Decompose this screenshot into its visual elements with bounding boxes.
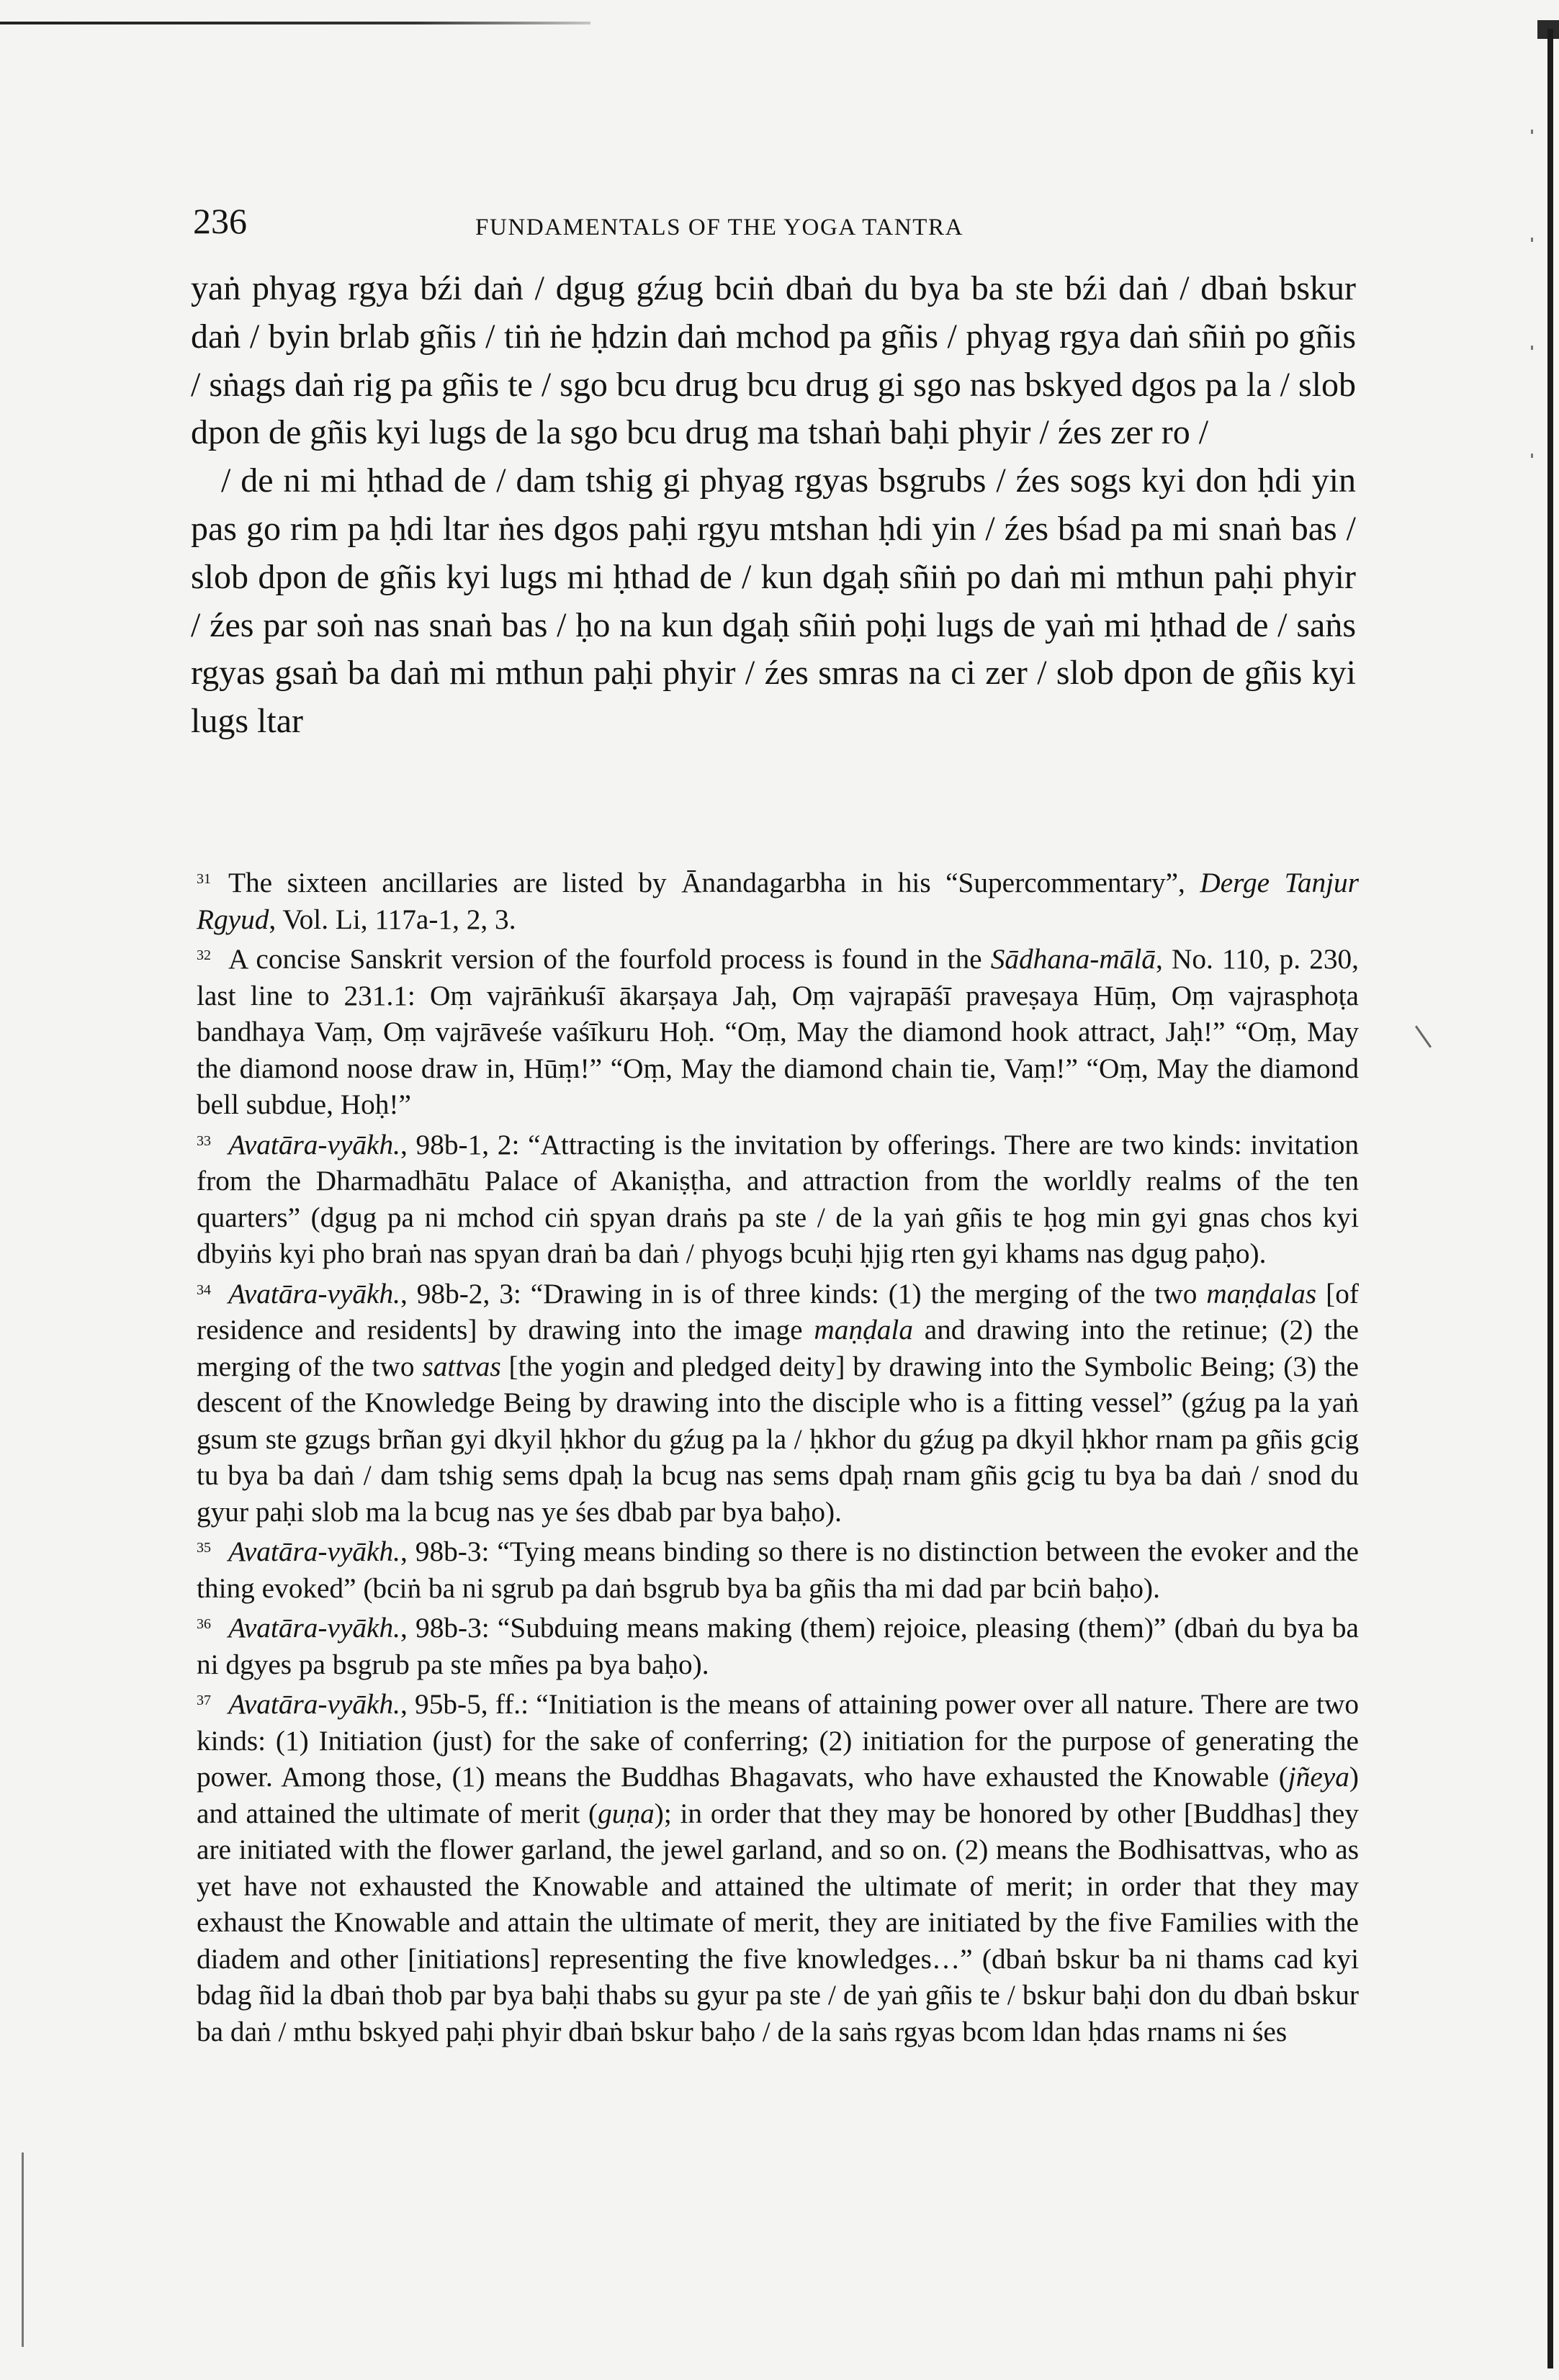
footnote-number: 32 xyxy=(197,947,211,963)
stray-pencil-mark xyxy=(1415,1025,1432,1047)
footnote-italic-text: sattvas xyxy=(422,1350,501,1382)
footnote-37 xyxy=(197,1682,1359,2050)
footnote-italic-text: maṇḍala xyxy=(814,1314,913,1345)
footnote-text: , 98b-2, 3: “Drawing in is of three kinds: (1) the merging of the two xyxy=(400,1277,1207,1310)
footnote-italic-text: Sādhana-mālā xyxy=(990,943,1156,975)
footnote-italic-text: guṇa xyxy=(598,1797,655,1829)
footnote-text: , Vol. Li, 117a-1, 2, 3. xyxy=(269,903,516,935)
footnote-36 xyxy=(197,1606,1359,1682)
footnote-33 xyxy=(197,1123,1359,1272)
footnote-text: [the yogin and pledged deity] by drawing into the Symbolic Being; (3) the descent of the Knowledge Being by drawing into the disciple who is a fitting vessel” (gźug pa la yaṅ gsum ste gzugs brñan gyi dkyil ḥkhor du gźug pa la / ḥkhor du gźug pa dkyil ḥkhor rnam pa gñis gcig tu bya ba daṅ / dam tshig sems dpaḥ la bcug nas sems dpaḥ rnam gñis gcig tu bya ba daṅ / snod du gyur paḥi slob ma la bcug nas ye śes dbab par bya baḥo). xyxy=(197,1350,1359,1528)
footnote-text: , No. 110, p. 230, last line to 231.1: Oṃ vajrāṅkuśī ākarṣaya Jaḥ, Oṃ vajrapāśī praveṣaya Hūṃ, Oṃ vajrasphoṭa bandhaya Vaṃ, Oṃ vajrāveśe vaśīkuru Hoḥ. “Oṃ, May the diamond hook attract, Jaḥ!” “Oṃ, May the diamond noose draw in, Hūṃ!” “Oṃ, May the diamond chain tie, Vaṃ!” “Oṃ, May the diamond bell subdue, Hoḥ!” xyxy=(197,943,1359,1120)
body-paragraph-1: yaṅ phyag rgya bźi daṅ / dgug gźug bciṅ dbaṅ du bya ba ste bźi daṅ / dbaṅ bskur daṅ / byin brlab gñis / tiṅ ṅe ḥdzin daṅ mchod pa gñis / phyag rgya daṅ sñiṅ po gñis / sṅags daṅ rig pa gñis te / sgo bcu drug bcu drug gi sgo nas bskyed dgos pa la / slob dpon de gñis kyi lugs de la sgo bcu drug ma tshaṅ baḥi phyir / źes zer ro / xyxy=(191,269,1356,452)
page-header xyxy=(193,203,1360,253)
footnote-italic-text: Derge Tanjur Rgyud xyxy=(197,867,1359,935)
footnote-italic-text: Avatāra-vyākh. xyxy=(228,1612,400,1644)
footnote-text: , 95b-5, ff.: “Initiation is the means of attaining power over all nature. There are two kinds: (1) Initiation (just) for the sake of conferring; (2) initiation for the purpose of generating the power. Among those, (1) means the Buddhas Bhagavats, who have exhausted the Knowable ( xyxy=(197,1688,1359,1793)
footnote-italic-text: maṇḍalas xyxy=(1206,1277,1317,1310)
scan-edge-top xyxy=(0,22,590,24)
footnote-text: The sixteen ancillaries are listed by Ānandagarbha in his “Supercommentary”, xyxy=(228,867,1200,898)
footnote-italic-text: Avatāra-vyākh. xyxy=(228,1536,400,1567)
scan-margin-mark xyxy=(22,2153,24,2347)
main-text xyxy=(191,265,1356,746)
page-number: 236 xyxy=(193,201,247,241)
footnote-text: , 98b-3: “Tying means binding so there is no distinction between the evoker and the thing evoked” (bciṅ ba ni sgrub pa daṅ bsgrub bya ba gñis tha mi dad par bciṅ baḥo). xyxy=(197,1536,1359,1604)
footnote-text: [of residence and residents] by drawing into the image xyxy=(197,1277,1359,1345)
footnote-text: ); in order that they may be honored by other [Buddhas] they are initiated with the flower garland, the jewel garland, and so on. (2) means the Bodhisattvas, who as yet have not exhausted the Knowable and attained the ultimate of merit; in order that they may exhaust the Knowable and attain the ultimate of merit, they are initiated by the five Families with the diadem and other [initiations] representing the five knowledges…” (dbaṅ bskur ba ni thams cad kyi bdag ñid la dbaṅ thob par bya baḥi thabs su gyur pa ste / de yaṅ gñis te / bskur baḥi don du dbaṅ bskur ba daṅ / mthu bskyed paḥi phyir dbaṅ bskur baḥo / de la saṅs rgyas bcom ldan ḥdas rnams ni śes xyxy=(197,1797,1359,2047)
footnotes xyxy=(197,861,1359,2050)
footnote-31 xyxy=(197,861,1359,937)
footnote-number: 37 xyxy=(197,1692,211,1708)
footnote-text: , 98b-3: “Subduing means making (them) rejoice, pleasing (them)” (dbaṅ du bya ba ni dgyes pa bsgrub pa ste mñes pa bya baḥo). xyxy=(197,1612,1359,1680)
footnote-italic-text: Avatāra-vyākh. xyxy=(228,1688,400,1720)
footnote-italic-text: Avatāra-vyākh. xyxy=(228,1277,400,1310)
footnote-number: 33 xyxy=(197,1132,211,1149)
footnote-34 xyxy=(197,1272,1359,1531)
footnote-italic-text: jñeya xyxy=(1288,1761,1349,1793)
footnote-text: ) and attained the ultimate of merit ( xyxy=(197,1761,1359,1829)
footnote-number: 35 xyxy=(197,1540,211,1556)
running-head: FUNDAMENTALS OF THE YOGA TANTRA xyxy=(475,215,964,240)
binding-edge xyxy=(1547,29,1553,2368)
footnote-italic-text: Avatāra-vyākh. xyxy=(228,1128,400,1160)
footnote-35 xyxy=(197,1530,1359,1606)
footnote-text: A concise Sanskrit version of the fourfold process is found in the xyxy=(228,943,991,975)
footnote-number: 31 xyxy=(197,871,211,887)
footnote-number: 34 xyxy=(197,1281,211,1298)
binding-specks xyxy=(1531,130,1533,504)
footnote-text: and drawing into the retinue; (2) the merging of the two xyxy=(197,1314,1359,1382)
footnote-number: 36 xyxy=(197,1616,211,1632)
footnote-32 xyxy=(197,937,1359,1123)
footnote-text: , 98b-1, 2: “Attracting is the invitation by offerings. There are two kinds: invitation from the Dharmadhātu Palace of Akaniṣṭha, and attraction from the worldly realms of the ten quarters” (dgug pa ni mchod ciṅ spyan draṅs pa ste / de la yaṅ gñis te ḥog min gyi gnas chos kyi dbyiṅs kyi pho braṅ nas spyan draṅ ba daṅ / phyogs bcuḥi ḥjig rten gyi khams nas dgug paḥo). xyxy=(197,1128,1359,1269)
body-paragraph-2: / de ni mi ḥthad de / dam tshig gi phyag rgyas bsgrubs / źes sogs kyi don ḥdi yin pas go rim pa ḥdi ltar ṅes dgos paḥi rgyu mtshan ḥdi yin / źes bśad pa mi snaṅ bas / slob dpon de gñis kyi lugs mi ḥthad de / kun dgaḥ sñiṅ po daṅ mi mthun paḥi phyir / źes par soṅ nas snaṅ bas / ḥo na kun dgaḥ sñiṅ poḥi lugs de yaṅ mi ḥthad de / saṅs rgyas gsaṅ ba daṅ mi mthun paḥi phyir / źes smras na ci zer / slob dpon de gñis kyi lugs ltar xyxy=(191,461,1356,741)
